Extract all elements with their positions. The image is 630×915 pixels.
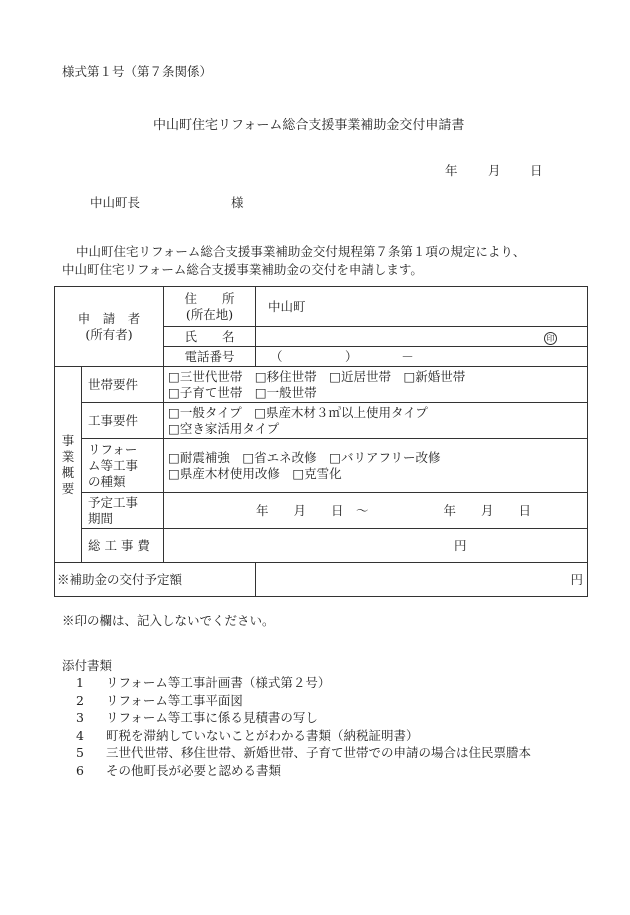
household-label: 世帯要件 xyxy=(82,367,164,403)
list-item xyxy=(76,762,531,780)
subsidy-unit: 円 xyxy=(570,571,583,587)
date-year-label: 年 xyxy=(445,163,458,178)
phone-field[interactable] xyxy=(256,347,588,367)
form-number: 様式第１号（第７条関係） xyxy=(62,64,213,79)
applicant-header-line1: 申 請 者 xyxy=(77,310,141,326)
reform-type-label-line: リフォー xyxy=(88,441,138,457)
project-header-char: 要 xyxy=(61,480,75,496)
address-value: 中山町 xyxy=(268,298,306,314)
period-label-line: 予定工事 xyxy=(88,494,139,510)
household-options[interactable] xyxy=(164,367,588,403)
body-text-line2: 中山町住宅リフォーム総合支援事業補助金の交付を申請します。 xyxy=(62,262,423,277)
reform-options-line2: □県産木材使用改修 □克雪化 xyxy=(168,465,342,481)
list-item xyxy=(76,674,531,692)
phone-label: 電話番号 xyxy=(164,347,256,367)
list-item-text: その他町長が必要と認める書類 xyxy=(106,762,282,778)
date-day-label: 日 xyxy=(530,163,543,178)
document-title: 中山町住宅リフォーム総合支援事業補助金交付申請書 xyxy=(153,118,465,133)
subsidy-label: ※補助金の交付予定額 xyxy=(55,563,256,597)
attachments-heading: 添付書類 xyxy=(62,658,113,673)
project-header-char: 事 xyxy=(61,432,75,448)
list-item-number: 3 xyxy=(76,710,84,725)
list-item-number: 2 xyxy=(76,692,84,708)
construction-options[interactable] xyxy=(164,403,588,439)
list-item-number: 6 xyxy=(76,762,84,778)
reform-type-label-line: の種類 xyxy=(88,473,126,489)
date-month-label: 月 xyxy=(488,163,501,178)
attachments-list xyxy=(76,674,531,779)
project-header-char: 概 xyxy=(61,464,75,480)
construction-label: 工事要件 xyxy=(82,403,164,439)
reform-type-label xyxy=(82,439,164,493)
list-item-number: 4 xyxy=(76,727,84,743)
reform-options-line1: □耐震補強 □省エネ改修 □バリアフリー改修 xyxy=(168,449,441,465)
period-label xyxy=(82,493,164,529)
household-options-line1: □三世代世帯 □移住世帯 □近居世帯 □新婚世帯 xyxy=(168,368,466,384)
subsidy-amount-field xyxy=(256,563,588,597)
note: ※印の欄は、記入しないでください。 xyxy=(62,613,275,628)
list-item-text: リフォーム等工事計画書（様式第２号） xyxy=(106,675,331,690)
total-cost-field[interactable] xyxy=(164,529,588,563)
reform-type-options[interactable] xyxy=(164,439,588,493)
list-item-text: リフォーム等工事平面図 xyxy=(106,692,243,708)
address-label xyxy=(164,287,256,327)
applicant-header xyxy=(55,287,164,367)
list-item-text: 三世代世帯、移住世帯、新婚世帯、子育て世帯での申請の場合は住民票謄本 xyxy=(106,745,532,760)
construction-options-line2: □空き家活用タイプ xyxy=(168,420,280,436)
list-item-text: 町税を滞納していないことがわかる書類（納税証明書） xyxy=(106,727,419,743)
household-options-line2: □子育て世帯 □一般世帯 xyxy=(168,384,317,400)
application-table xyxy=(54,286,588,597)
address-label-line1: 住 所 xyxy=(184,290,235,306)
list-item-text: リフォーム等工事に係る見積書の写し xyxy=(106,710,318,725)
name-label: 氏 名 xyxy=(164,327,256,347)
period-label-line: 期間 xyxy=(88,510,114,526)
construction-options-line1: □一般タイプ □県産木材３㎥以上使用タイプ xyxy=(168,404,428,420)
total-cost-label: 総 工 事 費 xyxy=(82,529,164,563)
project-header-char: 業 xyxy=(61,448,75,464)
total-cost-unit: 円 xyxy=(454,537,467,553)
list-item xyxy=(76,709,531,727)
address-field[interactable] xyxy=(256,287,588,327)
period-value: 年 月 日 ～ 年 月 日 xyxy=(256,502,532,518)
list-item xyxy=(76,744,531,762)
project-overview-header xyxy=(55,367,82,563)
list-item-number: 5 xyxy=(76,745,84,760)
name-field[interactable] xyxy=(256,327,588,347)
applicant-header-line2: (所有者) xyxy=(85,326,133,342)
list-item xyxy=(76,727,531,745)
phone-value: （ ） － xyxy=(270,348,414,364)
address-label-line2: (所在地) xyxy=(185,306,234,322)
list-item xyxy=(76,692,531,710)
period-field[interactable] xyxy=(164,493,588,529)
body-text-line1: 中山町住宅リフォーム総合支援事業補助金交付規程第７条第１項の規定により、 xyxy=(76,244,526,259)
list-item-number: 1 xyxy=(76,675,84,690)
addressee-name: 中山町長 xyxy=(90,195,141,210)
seal-icon: 印 xyxy=(544,332,557,345)
addressee-honorific: 様 xyxy=(231,195,244,210)
reform-type-label-line: ム等工事 xyxy=(88,457,139,473)
